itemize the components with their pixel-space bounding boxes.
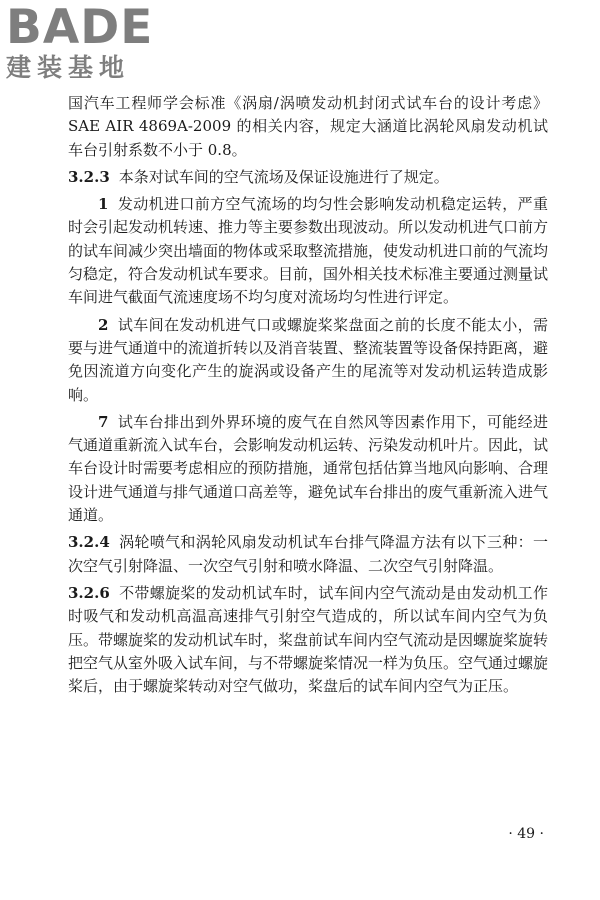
paragraph xyxy=(68,411,548,527)
logo xyxy=(6,0,181,82)
paragraph xyxy=(68,314,548,407)
paragraph-text: 试车台排出到外界环境的废气在自然风等因素作用下，可能经进气通道重新流入试车台，会影响发动机运转、污染发动机叶片。因此，试车台设计时需要考虑相应的预防措施，通常包括估算当地风向影响、合理设计进气通道与排气通道口高差等，避免试车台排出的废气重新流入进气通道。 xyxy=(68,412,549,525)
logo-mark: BADE xyxy=(6,0,154,55)
paragraph-text: 本条对试车间的空气流场及保证设施进行了规定。 xyxy=(118,167,449,186)
paragraph xyxy=(68,166,548,189)
paragraph-text: 国汽车工程师学会标准《涡扇/涡喷发动机封闭式试车台的设计考虑》SAE AIR 4869A-2009 的相关内容，规定大涵道比涡轮风扇发动机试车台引射系数不小于 0.8。 xyxy=(68,94,548,159)
paragraph-text: 发动机进口前方空气流场的均匀性会影响发动机稳定运转，严重时会引起发动机转速、推力等主要参数出现波动。所以发动机进气口前方的试车间减少突出墙面的物体或采取整流措施，使发动机进口前的气流均匀稳定，符合发动机试车要求。目前，国外相关技术标准主要通过测量试车间进气截面气流速度场不均匀度对流场均匀性进行评定。 xyxy=(68,195,549,307)
paragraph xyxy=(68,531,548,578)
paragraph-text: 涡轮喷气和涡轮风扇发动机试车台排气降温方法有以下三种：一次空气引射降温、一次空气引射和喷水降温、二次空气引射降温。 xyxy=(68,533,548,575)
item-number: 2 xyxy=(98,315,109,334)
paragraph xyxy=(68,92,548,162)
logo-subtitle: 建装基地 xyxy=(6,53,131,82)
paragraph-text: 试车间在发动机进气口或螺旋桨桨盘面之前的长度不能太小，需要与进气通道中的流道折转以及消音装置、整流装置等设备保持距离，避免因流道方向变化产生的旋涡或设备产生的尾流等对发动机运转造成影响。 xyxy=(68,315,549,404)
page-number: · 49 · xyxy=(508,826,544,842)
item-number: 7 xyxy=(98,412,109,431)
clause-number: 3.2.4 xyxy=(68,533,110,552)
paragraph xyxy=(68,193,548,309)
clause-number: 3.2.3 xyxy=(68,167,110,186)
document-body xyxy=(68,92,548,702)
clause-number: 3.2.6 xyxy=(68,583,110,602)
item-number: 1 xyxy=(98,195,109,214)
paragraph-text: 不带螺旋桨的发动机试车时，试车间内空气流动是由发动机工作时吸气和发动机高温高速排气引射空气造成的，所以试车间内空气为负压。带螺旋桨的发动机试车时，桨盘前试车间内空气流动是因螺旋桨旋转把空气从室外吸入试车间，与不带螺旋桨情况一样为负压。空气通过螺旋桨后，由于螺旋桨转动对空气做功，桨盘后的试车间内空气为正压。 xyxy=(68,583,549,696)
paragraph xyxy=(68,582,548,698)
